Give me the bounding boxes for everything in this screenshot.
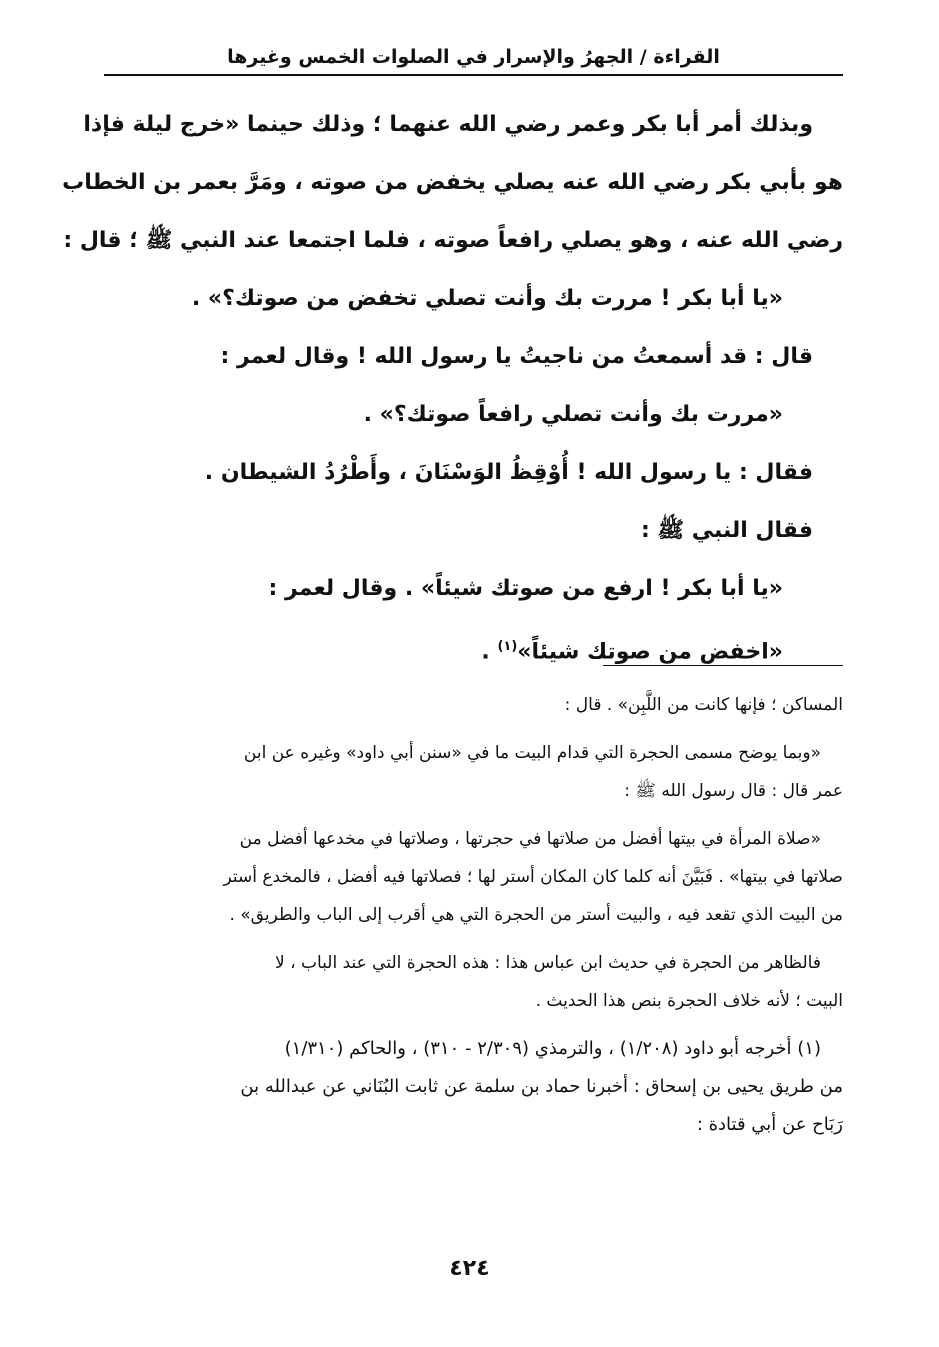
footnote-separator: [603, 665, 843, 666]
footnote-line: المساكن ؛ فإنها كانت من اللَّبِن» . قال :: [564, 695, 843, 715]
hadith-text: «اخفض من صوتك شيئاً»: [517, 639, 783, 665]
footnote-line: من البيت الذي تقعد فيه ، والبيت أستر من الحجرة التي هي أقرب إلى الباب والطريق» .: [229, 905, 843, 925]
footnote-paragraph: [104, 944, 843, 1020]
hadith-line: «يا أبا بكر ! ارفع من صوتك شيئاً» . وقال لعمر :: [268, 576, 783, 601]
footnote-reference: (١): [497, 639, 518, 654]
footnote-line: صلاتها في بيتها» . فَبَيَّنَ أنه كلما كان المكان أستر لها ؛ فصلاتها فيه أفضل ، فالمخدع أستر: [223, 867, 843, 887]
footnote-line: عمر قال : قال رسول الله ﷺ :: [624, 781, 843, 801]
main-line: هو بأبي بكر رضي الله عنه يصلي يخفض من صوته ، ومَرَّ بعمر بن الخطاب: [62, 170, 843, 195]
running-header: القراءة / الجهرُ والإسرار في الصلوات الخمس وغيرها: [227, 46, 720, 68]
header-rule: [104, 74, 843, 76]
footnote-line: البيت ؛ لأنه خلاف الحجرة بنص هذا الحديث .: [535, 991, 843, 1011]
footnote-line: رَبَاح عن أبي قتادة :: [696, 1114, 843, 1135]
hadith-line: «يا أبا بكر ! مررت بك وأنت تصلي تخفض من صوتك؟» .: [191, 286, 783, 311]
page-number: ٤٢٤: [449, 1256, 490, 1281]
footnote-paragraph: [104, 686, 843, 724]
hadith-line: «مررت بك وأنت تصلي رافعاً صوتك؟» .: [363, 402, 783, 427]
hadith-line: [104, 618, 843, 676]
footnotes: [104, 686, 843, 1154]
footnote-line: فالظاهر من الحجرة في حديث ابن عباس هذا : هذه الحجرة التي عند الباب ، لا: [274, 953, 821, 973]
dialogue-line: فقال : يا رسول الله ! أُوْقِظُ الوَسْنَانَ ، وأَطْرُدُ الشيطان .: [204, 460, 813, 485]
hadith-text-end: .: [481, 639, 498, 665]
main-text: [62, 96, 843, 676]
footnote-line: «صلاة المرأة في بيتها أفضل من صلاتها في حجرتها ، وصلاتها في مخدعها أفضل من: [239, 829, 821, 849]
footnote-line: من طريق يحيى بن إسحاق : أخبرنا حماد بن سلمة عن ثابت البُنَاني عن عبدالله بن: [240, 1076, 843, 1097]
dialogue-line: قال : قد أسمعتُ من ناجيتُ يا رسول الله ! وقال لعمر :: [220, 344, 813, 369]
footnote-paragraph: [104, 734, 843, 810]
footnote-paragraph: [104, 1030, 843, 1144]
footnote-paragraph: [104, 820, 843, 934]
dialogue-line: فقال النبي ﷺ :: [641, 518, 813, 543]
footnote-line: «وبما يوضح مسمى الحجرة التي قدام البيت ما في «سنن أبي داود» وغيره عن ابن: [243, 743, 821, 763]
main-line: رضي الله عنه ، وهو يصلي رافعاً صوته ، فلما اجتمعا عند النبي ﷺ ؛ قال :: [63, 228, 843, 253]
footnote-line: (١) أخرجه أبو داود (١/٢٠٨) ، والترمذي (٢/٣٠٩ - ٣١٠) ، والحاكم (١/٣١٠): [284, 1038, 821, 1059]
main-line: وبذلك أمر أبا بكر وعمر رضي الله عنهما ؛ وذلك حينما «خرج ليلة فإذا: [83, 112, 813, 137]
